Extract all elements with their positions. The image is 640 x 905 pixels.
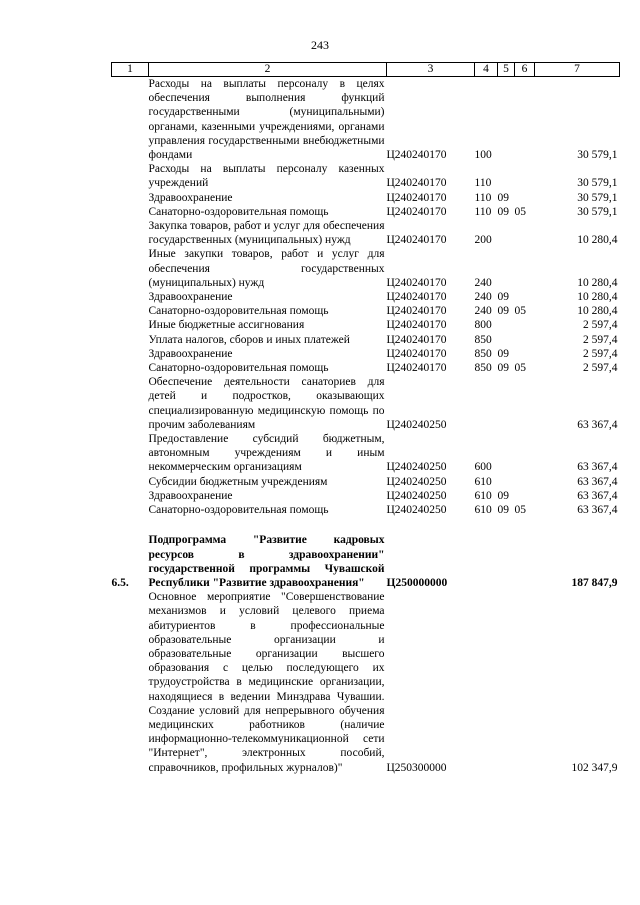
target-article-code: Ц240240250 <box>386 504 447 517</box>
column-header: 6 <box>515 63 535 77</box>
table-row <box>112 318 620 332</box>
budget-table-body <box>112 63 620 775</box>
table-row <box>112 162 620 190</box>
item-number <box>112 590 149 775</box>
table-row <box>112 347 620 361</box>
target-article-code: Ц250000000 <box>386 576 448 589</box>
item-number <box>112 247 149 290</box>
target-article-code: Ц240240250 <box>386 489 447 502</box>
table-row <box>112 475 620 489</box>
item-name: Субсидии бюджетным учреждениям <box>148 475 328 488</box>
item-number <box>112 191 149 205</box>
spacer-row <box>112 517 620 533</box>
item-number <box>112 475 149 489</box>
section-code: 09 <box>497 362 509 375</box>
expense-type-code: 240 <box>474 276 492 289</box>
amount: 2 597,4 <box>583 333 618 346</box>
section-code <box>498 219 515 247</box>
amount: 102 347,9 <box>571 761 618 774</box>
target-article-code: Ц240240170 <box>386 362 447 375</box>
table-row <box>112 205 620 219</box>
item-number <box>112 205 149 219</box>
item-number <box>112 375 149 432</box>
item-name: Санаторно-оздоровительная помощь <box>148 305 329 318</box>
item-number <box>112 503 149 517</box>
expense-type-code: 240 <box>474 291 492 304</box>
item-number <box>112 347 149 361</box>
table-row <box>112 77 620 163</box>
subsection-code <box>515 162 535 190</box>
table-row <box>112 219 620 247</box>
section-code <box>498 375 515 432</box>
section-code: 09 <box>497 205 509 218</box>
budget-table <box>111 62 620 775</box>
section-code: 09 <box>497 305 509 318</box>
subprogram-row <box>112 533 620 590</box>
amount: 30 579,1 <box>577 205 618 218</box>
item-name: Здравоохранение <box>148 291 233 304</box>
item-name: Здравоохранение <box>148 489 233 502</box>
section-code <box>498 318 515 332</box>
amount: 30 579,1 <box>577 149 618 162</box>
expense-type-code <box>475 533 498 590</box>
item-name: Здравоохранение <box>148 191 233 204</box>
item-number: 6.5. <box>111 576 129 589</box>
expense-type-code <box>475 590 498 775</box>
table-row <box>112 191 620 205</box>
table-row <box>112 590 620 775</box>
item-name: Закупка товаров, работ и услуг для обеспечения государственных (муниципальных) нужд <box>148 220 385 247</box>
column-header: 1 <box>112 63 149 77</box>
expense-type-code: 850 <box>474 347 492 360</box>
target-article-code: Ц240240170 <box>386 234 447 247</box>
section-code <box>498 77 515 163</box>
subsection-code <box>515 533 535 590</box>
subsection-code <box>515 247 535 290</box>
section-code: 09 <box>497 347 509 360</box>
subsection-code <box>515 375 535 432</box>
amount: 63 367,4 <box>577 418 618 431</box>
item-number <box>112 304 149 318</box>
expense-type-code: 800 <box>474 319 492 332</box>
amount: 2 597,4 <box>583 319 618 332</box>
table-row <box>112 290 620 304</box>
table-row <box>112 304 620 318</box>
subsection-code: 05 <box>514 305 526 318</box>
expense-type-code: 850 <box>474 333 492 346</box>
item-number <box>112 333 149 347</box>
column-header: 3 <box>387 63 475 77</box>
amount: 10 280,4 <box>577 234 618 247</box>
item-name: Основное мероприятие "Совершенствование механизмов и условий целевого приема абитуриентов в профессиональные образовательные организации и образовательные организации высшего образования с целью последующего их трудоустройства в медицинские организации, находящиеся в ведении Минздрава Чувашии. Создание условий для непрерывного обучения медицинских работников (наличие информационно-телекоммуникационной сети "Интернет", электронных пособий, справочников, профильных журналов)" <box>148 591 385 774</box>
item-name: Санаторно-оздоровительная помощь <box>148 362 329 375</box>
spacer-cell <box>112 517 620 533</box>
subsection-code: 05 <box>514 362 526 375</box>
item-name: Расходы на выплаты персоналу казенных учреждений <box>148 163 385 190</box>
column-header: 2 <box>149 63 387 77</box>
amount: 10 280,4 <box>577 276 618 289</box>
item-number <box>112 318 149 332</box>
table-row <box>112 333 620 347</box>
subsection-code <box>515 290 535 304</box>
expense-type-code <box>475 375 498 432</box>
section-code <box>498 432 515 475</box>
amount: 63 367,4 <box>577 489 618 502</box>
item-name: Иные закупки товаров, работ и услуг для обеспечения государственных (муниципальных) нужд <box>148 248 385 289</box>
expense-type-code: 600 <box>474 461 492 474</box>
table-row <box>112 361 620 375</box>
target-article-code: Ц240240170 <box>386 191 447 204</box>
table-row <box>112 432 620 475</box>
target-article-code: Ц240240170 <box>386 305 447 318</box>
subsection-code <box>515 219 535 247</box>
section-code <box>498 475 515 489</box>
target-article-code: Ц250300000 <box>386 761 447 774</box>
item-number <box>112 77 149 163</box>
subsection-code <box>515 347 535 361</box>
table-row <box>112 375 620 432</box>
item-number <box>112 219 149 247</box>
section-code: 09 <box>497 291 509 304</box>
item-name: Подпрограмма "Развитие кадровых ресурсов в здравоохранении" государственной программы Чувашской Республики "Развитие здравоохранения" <box>148 534 385 589</box>
item-name: Иные бюджетные ассигнования <box>148 319 305 332</box>
item-number <box>112 361 149 375</box>
target-article-code: Ц240240170 <box>386 177 447 190</box>
section-code: 09 <box>497 489 509 502</box>
target-article-code: Ц240240170 <box>386 205 447 218</box>
subsection-code <box>515 77 535 163</box>
subsection-code <box>515 191 535 205</box>
expense-type-code: 100 <box>474 149 492 162</box>
section-code: 09 <box>497 504 509 517</box>
table-row <box>112 247 620 290</box>
target-article-code: Ц240240170 <box>386 347 447 360</box>
target-article-code: Ц240240250 <box>386 475 447 488</box>
item-name: Расходы на выплаты персоналу в целях обеспечения выполнения функций государственными (муниципальными) органами, казенными учреждениями, органами управления государственными внебюджетными фондами <box>148 78 385 162</box>
item-name: Уплата налогов, сборов и иных платежей <box>148 333 350 346</box>
item-name: Здравоохранение <box>148 347 233 360</box>
amount: 63 367,4 <box>577 504 618 517</box>
amount: 187 847,9 <box>571 576 618 589</box>
subsection-code <box>515 590 535 775</box>
target-article-code: Ц240240250 <box>386 418 447 431</box>
item-number <box>112 489 149 503</box>
section-code <box>498 590 515 775</box>
amount: 2 597,4 <box>583 362 618 375</box>
target-article-code: Ц240240170 <box>386 149 447 162</box>
section-code <box>498 333 515 347</box>
item-name: Санаторно-оздоровительная помощь <box>148 205 329 218</box>
section-code <box>498 533 515 590</box>
expense-type-code: 110 <box>474 177 492 190</box>
expense-type-code: 240 <box>474 305 492 318</box>
item-number <box>112 290 149 304</box>
subsection-code <box>515 432 535 475</box>
subsection-code: 05 <box>514 205 526 218</box>
expense-type-code: 110 <box>474 191 492 204</box>
subsection-code <box>515 475 535 489</box>
target-article-code: Ц240240170 <box>386 276 447 289</box>
item-number <box>112 162 149 190</box>
column-header: 5 <box>498 63 515 77</box>
amount: 63 367,4 <box>577 475 618 488</box>
table-row <box>112 503 620 517</box>
amount: 10 280,4 <box>577 305 618 318</box>
section-code: 09 <box>497 191 509 204</box>
expense-type-code: 850 <box>474 362 492 375</box>
subsection-code <box>515 333 535 347</box>
amount: 30 579,1 <box>577 191 618 204</box>
expense-type-code: 610 <box>474 504 492 517</box>
amount: 30 579,1 <box>577 177 618 190</box>
page-number: 243 <box>311 38 329 52</box>
column-header: 4 <box>475 63 498 77</box>
item-number <box>112 432 149 475</box>
target-article-code: Ц240240250 <box>386 461 447 474</box>
item-name: Обеспечение деятельности санаториев для детей и подростков, оказывающих специализированную медицинскую помощь по прочим заболеваниям <box>148 376 385 431</box>
target-article-code: Ц240240170 <box>386 333 447 346</box>
item-name: Предоставление субсидий бюджетным, автономным учреждениям и иным некоммерческим организациям <box>148 433 385 474</box>
column-header-row <box>112 63 620 77</box>
section-code <box>498 247 515 290</box>
amount: 10 280,4 <box>577 291 618 304</box>
expense-type-code: 110 <box>474 205 492 218</box>
table-row <box>112 489 620 503</box>
amount: 63 367,4 <box>577 461 618 474</box>
target-article-code: Ц240240170 <box>386 291 447 304</box>
target-article-code: Ц240240170 <box>386 319 447 332</box>
expense-type-code: 610 <box>474 475 492 488</box>
column-header: 7 <box>535 63 620 77</box>
subsection-code <box>515 318 535 332</box>
section-code <box>498 162 515 190</box>
item-name: Санаторно-оздоровительная помощь <box>148 504 329 517</box>
expense-type-code: 610 <box>474 489 492 502</box>
expense-type-code: 200 <box>474 234 492 247</box>
subsection-code: 05 <box>514 504 526 517</box>
amount: 2 597,4 <box>583 347 618 360</box>
subsection-code <box>515 489 535 503</box>
